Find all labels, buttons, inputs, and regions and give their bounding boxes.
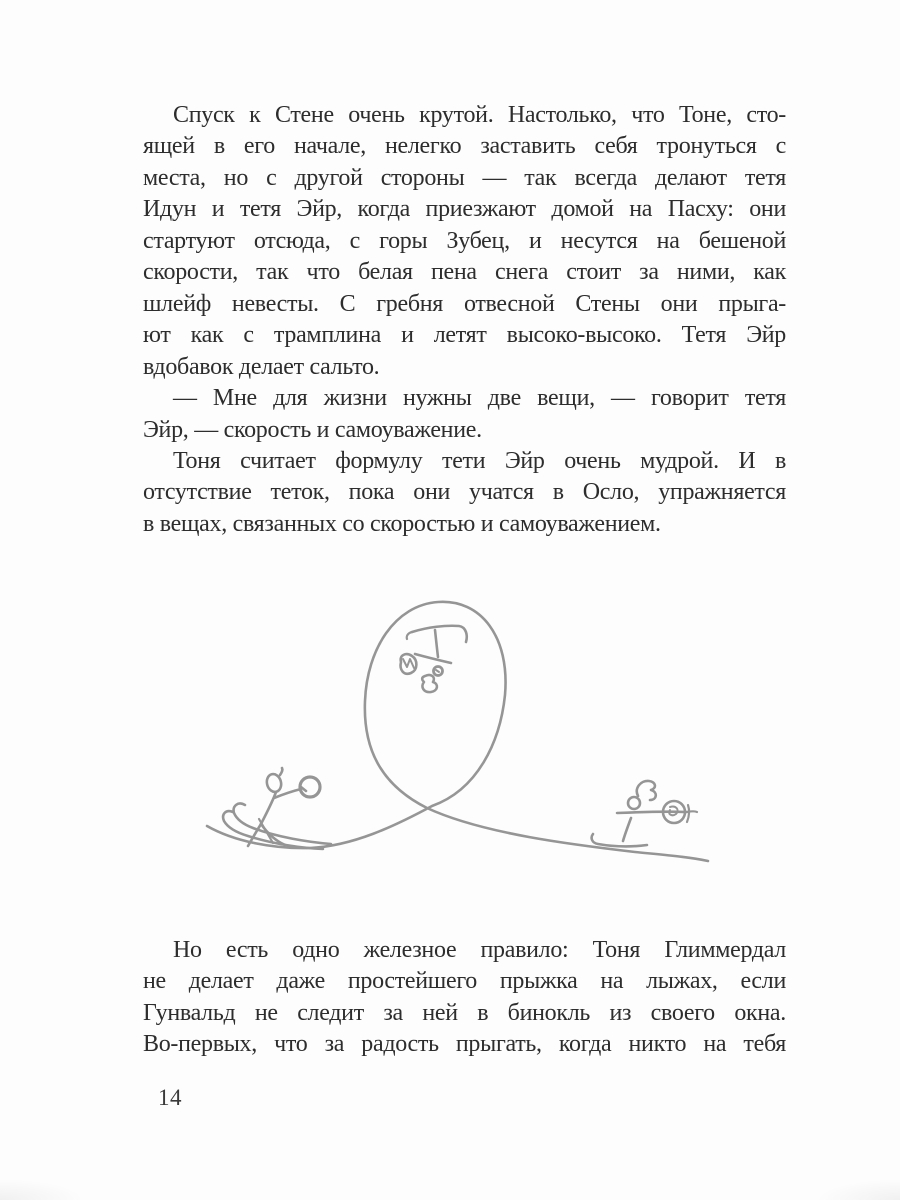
text-block-top bbox=[143, 100, 786, 540]
text-block-bottom bbox=[143, 935, 786, 1061]
text-line: Спуск к Стене очень крутой. Настолько, что Тоне, сто- bbox=[173, 102, 786, 128]
right-skier-figure bbox=[592, 781, 697, 846]
text-line: в вещах, связанных со скоростью и самоуважением. bbox=[143, 510, 661, 537]
text-line: ют как с трамплина и летят высоко-высоко. Тетя Эйр bbox=[143, 322, 786, 349]
text-line: Но есть одно железное правило: Тоня Глиммердал bbox=[173, 937, 786, 963]
text-line: Эйр, — скорость и самоуважение. bbox=[143, 416, 482, 443]
text-line: скорости, так что белая пена снега стоит за ними, как bbox=[143, 259, 786, 286]
text-line: вдобавок делает сальто. bbox=[143, 353, 380, 380]
text-line: Идун и тетя Эйр, когда приезжают домой на Пасху: они bbox=[143, 196, 786, 223]
text-line: Гунвальд не следит за ней в бинокль из своего окна. bbox=[143, 999, 786, 1026]
text-line: отсутствие теток, пока они учатся в Осло, упражняется bbox=[143, 479, 786, 506]
text-line: не делает даже простейшего прыжка на лыжах, если bbox=[143, 968, 786, 995]
text-line: шлейф невесты. С гребня отвесной Стены они прыга- bbox=[143, 290, 786, 317]
text-line: места, но с другой стороны — так всегда делают тетя bbox=[143, 164, 786, 191]
text-line: — Мне для жизни нужны две вещи, — говорит тетя bbox=[173, 385, 786, 412]
somersault-skier-figure bbox=[401, 626, 467, 692]
text-line: ящей в его начале, нелегко заставить себя тронуться с bbox=[143, 133, 786, 160]
text-line: Во-первых, что за радость прыгать, когда никто на тебя bbox=[143, 1031, 786, 1058]
left-skier-figure bbox=[223, 768, 331, 849]
loop-trajectory-line bbox=[207, 602, 708, 861]
page-number: 14 bbox=[158, 1085, 182, 1110]
text-line: Тоня считает формулу тети Эйр очень мудрой. И в bbox=[173, 447, 786, 474]
ski-loop-drawing bbox=[195, 575, 725, 890]
pencil-strokes bbox=[207, 602, 708, 861]
text-line: стартуют отсюда, с горы Зубец, и несутся на бешеной bbox=[143, 227, 786, 254]
